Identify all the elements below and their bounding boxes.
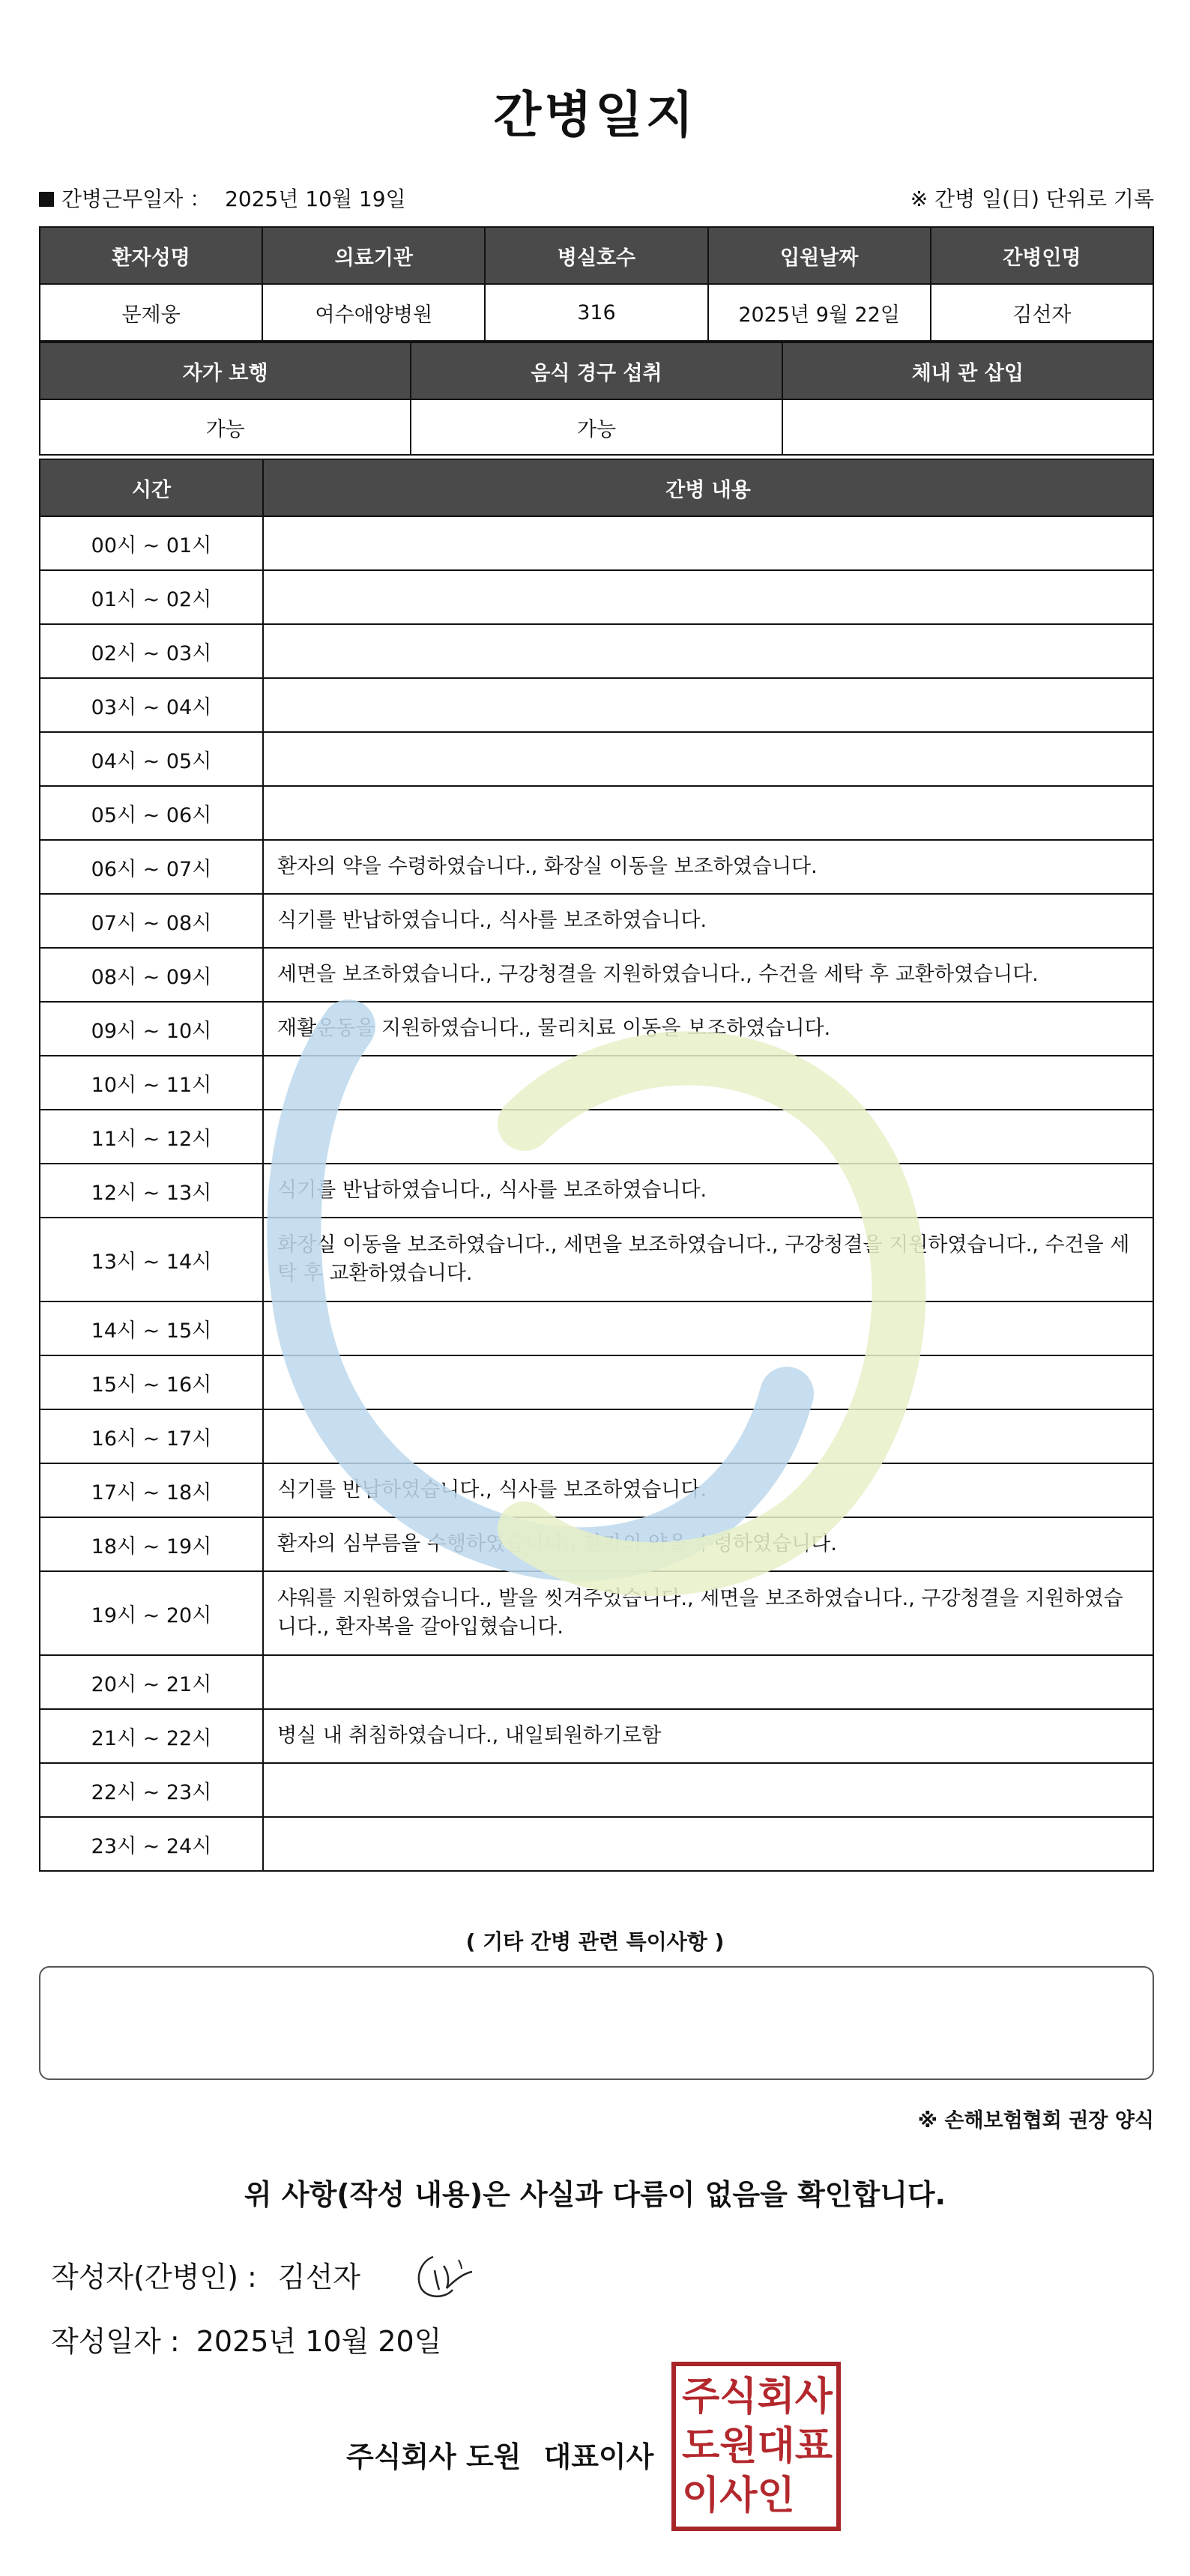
time-cell: 18시 ~ 19시 bbox=[40, 1517, 263, 1571]
tube-insertion-value bbox=[782, 399, 1153, 455]
writer-name: 김선자 bbox=[277, 2261, 360, 2294]
hospital-value: 여수애양병원 bbox=[262, 284, 485, 341]
table-row bbox=[40, 1409, 1153, 1463]
room-number-value: 316 bbox=[485, 284, 707, 341]
work-date-label: 간병근무일자 ： bbox=[61, 187, 211, 211]
time-cell: 22시 ~ 23시 bbox=[40, 1763, 263, 1817]
content-cell bbox=[263, 1409, 1153, 1463]
writer-label: 작성자(간병인) : bbox=[51, 2261, 257, 2294]
time-cell: 21시 ~ 22시 bbox=[40, 1709, 263, 1763]
time-cell: 09시 ~ 10시 bbox=[40, 1002, 263, 1056]
table-row bbox=[40, 1218, 1153, 1301]
table-row bbox=[40, 1301, 1153, 1355]
table-row bbox=[40, 624, 1153, 678]
content-cell bbox=[263, 1817, 1153, 1871]
content-cell bbox=[263, 786, 1153, 840]
company-row bbox=[346, 2434, 653, 2475]
page-title: 간병일지 bbox=[493, 86, 697, 144]
time-cell: 07시 ~ 08시 bbox=[40, 894, 263, 948]
table-row bbox=[40, 1817, 1153, 1871]
patient-name-value: 문제웅 bbox=[40, 284, 262, 341]
content-cell bbox=[263, 516, 1153, 570]
table-row bbox=[40, 1002, 1153, 1056]
header-care-content: 간병 내용 bbox=[263, 459, 1153, 516]
time-cell: 19시 ~ 20시 bbox=[40, 1571, 263, 1655]
writer-row bbox=[51, 2254, 360, 2295]
content-cell bbox=[263, 570, 1153, 624]
company-seal bbox=[671, 2362, 841, 2531]
content-cell bbox=[263, 678, 1153, 732]
content-cell bbox=[263, 1763, 1153, 1817]
header-room-number: 병실호수 bbox=[485, 227, 707, 284]
time-cell: 11시 ~ 12시 bbox=[40, 1110, 263, 1164]
write-date-label: 작성일자 : bbox=[51, 2325, 180, 2358]
time-cell: 15시 ~ 16시 bbox=[40, 1355, 263, 1409]
table-row bbox=[40, 1709, 1153, 1763]
content-cell: 환자의 약을 수령하였습니다., 화장실 이동을 보조하였습니다. bbox=[263, 840, 1153, 894]
care-log-header-row bbox=[40, 459, 1153, 516]
content-cell bbox=[263, 624, 1153, 678]
patient-info-header-row bbox=[40, 227, 1153, 284]
patient-status-value-row bbox=[40, 399, 1153, 455]
table-row bbox=[40, 516, 1153, 570]
time-cell: 12시 ~ 13시 bbox=[40, 1164, 263, 1218]
admission-date-value: 2025년 9월 22일 bbox=[708, 284, 931, 341]
content-cell: 화장실 이동을 보조하였습니다., 세면을 보조하였습니다., 구강청결을 지원하였습니다., 수건을 세탁 후 교환하였습니다. bbox=[263, 1218, 1153, 1301]
patient-info-value-row bbox=[40, 284, 1153, 341]
patient-info-table bbox=[39, 226, 1154, 342]
time-cell: 01시 ~ 02시 bbox=[40, 570, 263, 624]
time-cell: 06시 ~ 07시 bbox=[40, 840, 263, 894]
content-cell bbox=[263, 1056, 1153, 1110]
time-cell: 14시 ~ 15시 bbox=[40, 1301, 263, 1355]
time-cell: 20시 ~ 21시 bbox=[40, 1655, 263, 1709]
seal-character: 원 bbox=[719, 2424, 758, 2469]
table-row bbox=[40, 732, 1153, 786]
write-date-value: 2025년 10월 20일 bbox=[196, 2325, 442, 2358]
content-cell bbox=[263, 732, 1153, 786]
time-cell: 10시 ~ 11시 bbox=[40, 1056, 263, 1110]
seal-character: 회 bbox=[757, 2374, 795, 2419]
table-row bbox=[40, 1355, 1153, 1409]
content-cell: 재활운동을 지원하였습니다., 물리치료 이동을 보조하였습니다. bbox=[263, 1002, 1153, 1056]
time-cell: 17시 ~ 18시 bbox=[40, 1463, 263, 1517]
header-hospital: 의료기관 bbox=[262, 227, 485, 284]
header-admission-date: 입원날짜 bbox=[708, 227, 931, 284]
time-cell: 04시 ~ 05시 bbox=[40, 732, 263, 786]
seal-character: 대 bbox=[757, 2424, 795, 2469]
header-tube-insertion: 체내 관 삽입 bbox=[782, 342, 1153, 399]
table-row bbox=[40, 678, 1153, 732]
time-cell: 02시 ~ 03시 bbox=[40, 624, 263, 678]
seal-character: 사 bbox=[719, 2473, 758, 2518]
content-cell: 세면을 보조하였습니다., 구강청결을 지원하였습니다., 수건을 세탁 후 교환하였습니다. bbox=[263, 948, 1153, 1002]
oral-intake-value: 가능 bbox=[411, 399, 782, 455]
confirmation-statement: 위 사항(작성 내용)은 사실과 다름이 없음을 확인합니다. bbox=[244, 2178, 946, 2211]
notes-box bbox=[39, 1966, 1154, 2080]
seal-character: 이 bbox=[682, 2473, 720, 2518]
recommend-note: ※ 손해보험협회 권장 양식 bbox=[917, 2109, 1154, 2132]
content-cell bbox=[263, 1301, 1153, 1355]
table-row bbox=[40, 894, 1153, 948]
table-row bbox=[40, 1164, 1153, 1218]
time-cell: 00시 ~ 01시 bbox=[40, 516, 263, 570]
table-row bbox=[40, 786, 1153, 840]
table-row bbox=[40, 1655, 1153, 1709]
table-row bbox=[40, 1056, 1153, 1110]
seal-character: 식 bbox=[719, 2374, 758, 2419]
content-cell: 병실 내 취침하였습니다., 내일퇴원하기로함 bbox=[263, 1709, 1153, 1763]
patient-status-header-row bbox=[40, 342, 1153, 399]
signature-icon bbox=[405, 2240, 487, 2308]
record-unit-note: ※ 간병 일(日) 단위로 기록 bbox=[910, 187, 1154, 211]
time-cell: 23시 ~ 24시 bbox=[40, 1817, 263, 1871]
seal-character: 사 bbox=[794, 2374, 833, 2419]
table-row bbox=[40, 948, 1153, 1002]
time-cell: 03시 ~ 04시 bbox=[40, 678, 263, 732]
work-date-row bbox=[39, 183, 406, 213]
seal-character: 주 bbox=[682, 2374, 720, 2419]
content-cell: 식기를 반납하였습니다., 식사를 보조하였습니다. bbox=[263, 1463, 1153, 1517]
table-row bbox=[40, 1110, 1153, 1164]
time-cell: 05시 ~ 06시 bbox=[40, 786, 263, 840]
table-row bbox=[40, 1517, 1153, 1571]
caregiver-name-value: 김선자 bbox=[931, 284, 1153, 341]
company-name: 주식회사 도원 bbox=[346, 2440, 522, 2473]
table-row bbox=[40, 1763, 1153, 1817]
ceo-title: 대표이사 bbox=[543, 2440, 654, 2473]
content-cell: 환자의 심부름을 수행하였습니다., 환자의 약을 수령하였습니다. bbox=[263, 1517, 1153, 1571]
table-row bbox=[40, 570, 1153, 624]
header-caregiver-name: 간병인명 bbox=[931, 227, 1153, 284]
seal-character: 인 bbox=[757, 2473, 795, 2518]
content-cell bbox=[263, 1110, 1153, 1164]
time-cell: 08시 ~ 09시 bbox=[40, 948, 263, 1002]
header-patient-name: 환자성명 bbox=[40, 227, 262, 284]
time-cell: 16시 ~ 17시 bbox=[40, 1409, 263, 1463]
content-cell: 식기를 반납하였습니다., 식사를 보조하였습니다. bbox=[263, 894, 1153, 948]
square-bullet-icon bbox=[39, 192, 54, 207]
content-cell bbox=[263, 1655, 1153, 1709]
content-cell: 샤워를 지원하였습니다., 발을 씻겨주었습니다., 세면을 보조하였습니다., 구강청결을 지원하였습니다., 환자복을 갈아입혔습니다. bbox=[263, 1571, 1153, 1655]
table-row bbox=[40, 840, 1153, 894]
write-date-row bbox=[51, 2318, 441, 2359]
table-row bbox=[40, 1463, 1153, 1517]
time-cell: 13시 ~ 14시 bbox=[40, 1218, 263, 1301]
self-walking-value: 가능 bbox=[40, 399, 411, 455]
content-cell bbox=[263, 1355, 1153, 1409]
notes-title: ( 기타 간병 관련 특이사항 ) bbox=[465, 1929, 725, 1954]
header-self-walking: 자가 보행 bbox=[40, 342, 411, 399]
patient-status-table bbox=[39, 342, 1154, 456]
table-row bbox=[40, 1571, 1153, 1655]
header-time: 시간 bbox=[40, 459, 263, 516]
content-cell: 식기를 반납하였습니다., 식사를 보조하였습니다. bbox=[263, 1164, 1153, 1218]
seal-character: 도 bbox=[682, 2424, 720, 2469]
seal-character: 표 bbox=[794, 2424, 833, 2469]
seal-characters bbox=[682, 2372, 833, 2521]
header-oral-intake: 음식 경구 섭취 bbox=[411, 342, 782, 399]
work-date-value: 2025년 10월 19일 bbox=[225, 187, 406, 211]
care-log-table bbox=[39, 459, 1154, 1872]
